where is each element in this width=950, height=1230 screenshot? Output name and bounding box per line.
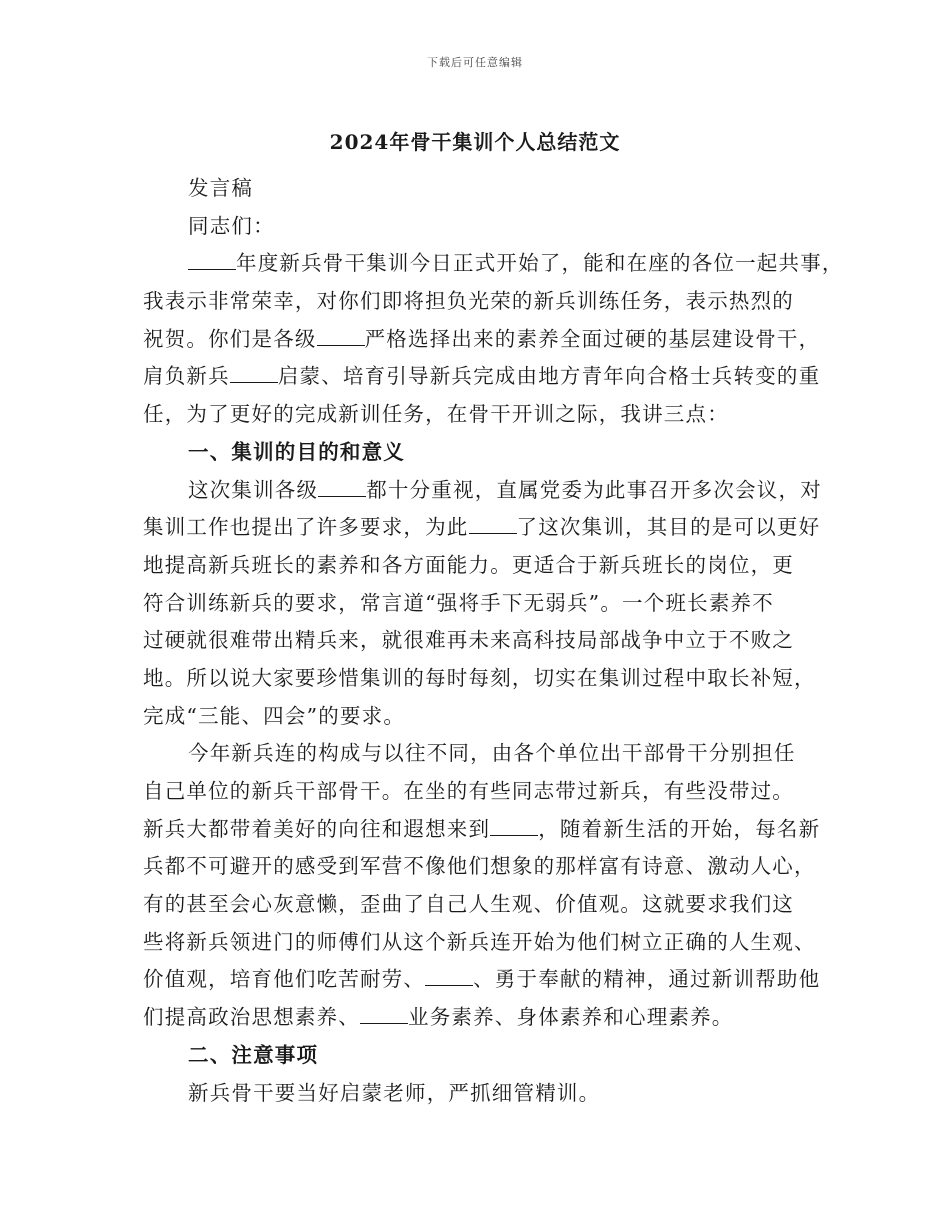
fill-blank (188, 251, 236, 270)
fill-blank (469, 515, 517, 534)
fill-blank (360, 1005, 408, 1024)
paragraph-line: 完成“三能、四会”的要求。 (143, 703, 406, 728)
paragraph-line: 地提高新兵班长的素养和各方面能力。更适合于新兵班长的岗位，更 (143, 552, 794, 577)
paragraph-line: 这次集训各级 都十分重视，直属党委为此事召开多次会议，对 (188, 477, 822, 502)
paragraph-line: 过硬就很难带出精兵来，就很难再未来高科技局部战争中立于不败之 (143, 628, 794, 653)
fill-blank (318, 478, 366, 497)
section-heading: 二、注意事项 (188, 1042, 319, 1067)
paragraph-line: 肩负新兵 启蒙、培育引导新兵完成由地方青年向合格士兵转变的重 (143, 364, 821, 389)
paragraph-line: 祝贺。你们是各级 严格选择出来的素养全面过硬的基层建设骨干， (143, 326, 821, 351)
paragraph-line: 同志们： (188, 213, 275, 238)
paragraph-line: 们提高政治思想素养、 业务素养、身体素养和心理素养。 (143, 1005, 734, 1030)
document-body (143, 170, 844, 1112)
paragraph-line: 有的甚至会心灰意懒，歪曲了自己人生观、价值观。这就要求我们这 (143, 892, 794, 917)
paragraph-line: 年度新兵骨干集训今日正式开始了，能和在座的各位一起共事， (143, 245, 825, 283)
paragraph-line: 任，为了更好的完成新训任务，在骨干开训之际，我讲三点： (143, 402, 729, 427)
paragraph-line: 地。所以说大家要珍惜集训的每时每刻，切实在集训过程中取长补短， (143, 665, 816, 690)
fill-blank (425, 967, 473, 986)
fill-blank (230, 364, 278, 383)
document-title: 2024年骨干集训个人总结范文 (329, 130, 621, 154)
paragraph-line: 发言稿 (188, 176, 254, 200)
header-note: 下载后可任意编辑 (427, 56, 523, 69)
paragraph-line: 今年新兵连的构成与以往不同，由各个单位出干部骨干分别担任 (188, 741, 796, 766)
paragraph-line: 自己单位的新兵干部骨干。在坐的有些同志带过新兵，有些没带过。 (143, 779, 794, 803)
section-heading: 一、集训的目的和意义 (188, 439, 405, 464)
paragraph-line: 符合训练新兵的要求，常言道“强将手下无弱兵”。一个班长素养不 (143, 590, 774, 615)
paragraph-line: 我表示非常荣幸，对你们即将担负光荣的新兵训练任务，表示热烈的 (143, 289, 794, 314)
fill-blank (490, 817, 538, 836)
fill-blank (317, 327, 365, 346)
paragraph-line: 新兵骨干要当好启蒙老师，严抓细管精训。 (188, 1080, 601, 1105)
paragraph-line: 集训工作也提出了许多要求，为此 了这次集训，其目的是可以更好 (143, 515, 821, 540)
paragraph-line: 兵都不可避开的感受到军营不像他们想象的那样富有诗意、激动人心， (143, 854, 816, 879)
paragraph-line: 价值观，培育他们吃苦耐劳、 、勇于奉献的精神，通过新训帮助他 (143, 967, 821, 992)
paragraph-line: 新兵大都带着美好的向往和遐想来到 ，随着新生活的开始，每名新 (143, 816, 821, 841)
paragraph-line: 些将新兵领进门的师傅们从这个新兵连开始为他们树立正确的人生观、 (143, 929, 816, 954)
